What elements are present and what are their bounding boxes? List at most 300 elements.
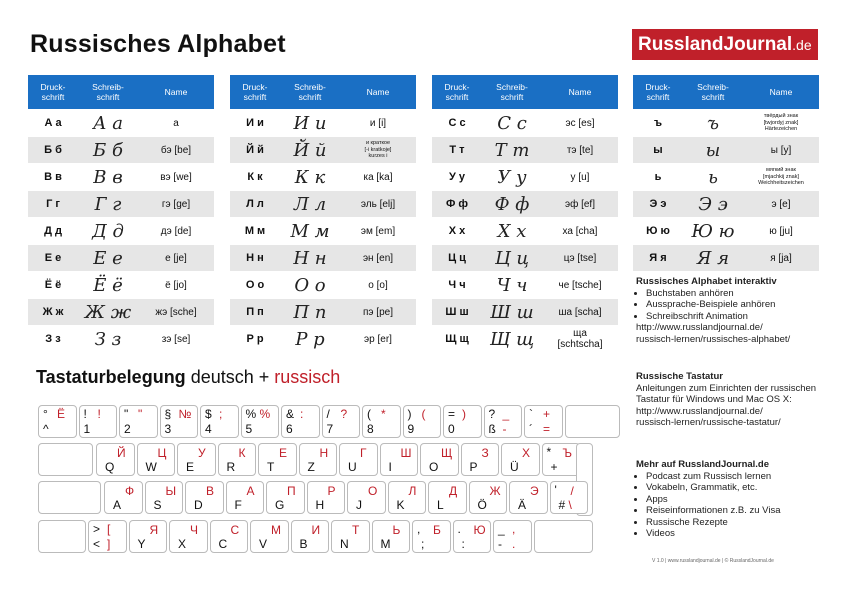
key-label: 3	[164, 422, 172, 436]
column-header: Schreib- schrift	[280, 75, 340, 110]
script-letter: К к	[280, 164, 340, 191]
keyboard-key[interactable]	[372, 520, 411, 553]
letter-row	[28, 299, 214, 326]
key-label: X	[178, 537, 187, 551]
key-ru-shift-label: (	[421, 407, 426, 421]
print-letter: Ю ю	[633, 218, 683, 245]
key-ru-label: Э	[530, 484, 539, 498]
letter-name: эф [ef]	[542, 191, 618, 218]
key-ru-label: Ж	[489, 484, 501, 498]
keyboard-key[interactable]	[177, 443, 216, 476]
keyboard-key[interactable]	[281, 405, 320, 438]
sidebar-list-item[interactable]: • Apps	[646, 494, 836, 506]
sidebar-list-item[interactable]: • Videos	[646, 528, 836, 540]
letter-row	[633, 137, 819, 164]
key-label: +	[550, 460, 558, 474]
keyboard-key[interactable]	[362, 405, 401, 438]
letter-name: а	[138, 110, 214, 137]
keyboard-key[interactable]	[469, 481, 508, 514]
alphabet-table	[432, 75, 618, 352]
script-letter: Ф ф	[482, 191, 542, 218]
keyboard-key[interactable]	[501, 443, 540, 476]
print-letter: И и	[230, 110, 280, 137]
print-letter: С с	[432, 110, 482, 137]
page-title: Russisches Alphabet	[30, 30, 286, 58]
keyboard-key[interactable]	[322, 405, 361, 438]
script-letter: О о	[280, 272, 340, 299]
key-ru-label: Щ	[441, 446, 453, 460]
script-letter: Г г	[78, 191, 138, 218]
column-header: Schreib- schrift	[683, 75, 743, 110]
version-footer: V 1.0 | www.russlandjournal.de | © RusslandJournal.de	[652, 558, 774, 564]
sidebar-keyboard-info	[636, 371, 836, 429]
key-ru-label: Ш	[400, 446, 412, 460]
letter-name: ха [cha]	[542, 218, 618, 245]
letter-row	[28, 272, 214, 299]
key-ru-label: А	[246, 484, 255, 498]
letter-row	[28, 245, 214, 272]
print-letter: К к	[230, 164, 280, 191]
key-label: <	[93, 537, 101, 551]
letter-name: пэ [pe]	[340, 299, 416, 326]
letter-row	[432, 191, 618, 218]
print-letter: ъ	[633, 110, 683, 137]
key-label: Ä	[518, 498, 527, 512]
key-ru-shift-label: +	[543, 407, 551, 421]
letter-name: жэ [sche]	[138, 299, 214, 326]
tab-key[interactable]	[38, 443, 93, 476]
script-letter: ы	[683, 137, 743, 164]
keyboard-title-de: deutsch +	[185, 367, 275, 387]
key-shift-label: !	[83, 407, 87, 421]
key-label: J	[356, 498, 362, 512]
keyboard-key[interactable]	[493, 520, 532, 553]
keyboard-key[interactable]	[38, 405, 77, 438]
print-letter: Е е	[28, 245, 78, 272]
key-ru-label: ]	[107, 537, 111, 551]
keyboard-key[interactable]	[347, 481, 386, 514]
key-label: :	[461, 537, 465, 551]
letter-row	[230, 272, 416, 299]
print-letter: В в	[28, 164, 78, 191]
sidebar-list-item[interactable]: • Aussprache-Beispiele anhören	[646, 299, 836, 311]
key-label: K	[396, 498, 405, 512]
letter-name: ща [schtscha]	[542, 326, 618, 353]
print-letter: Ф ф	[432, 191, 482, 218]
letter-row	[230, 164, 416, 191]
print-letter: Н н	[230, 245, 280, 272]
alphabet-table	[633, 75, 819, 271]
column-header: Schreib- schrift	[78, 75, 138, 110]
keyboard-key[interactable]	[258, 443, 297, 476]
keyboard-key[interactable]	[420, 443, 459, 476]
key-ru-label: О	[368, 484, 378, 498]
key-shift-label: =	[448, 407, 456, 421]
keyboard-key[interactable]	[96, 443, 135, 476]
key-ru-label: В	[206, 484, 215, 498]
key-ru-label: Е	[279, 446, 288, 460]
key-ru-label: И	[311, 523, 321, 537]
key-ru-shift-label: *	[381, 407, 386, 421]
key-ru-label: Н	[319, 446, 329, 460]
keyboard-key[interactable]	[226, 481, 265, 514]
key-ru-label: Ю	[473, 523, 486, 537]
key-label: E	[186, 460, 195, 474]
letter-name: вэ [we]	[138, 164, 214, 191]
keyboard-title	[36, 367, 340, 388]
letter-row	[432, 326, 618, 353]
key-label: L	[437, 498, 444, 512]
column-header: Druck- schrift	[230, 75, 280, 110]
script-letter: И и	[280, 110, 340, 137]
print-letter: Э э	[633, 191, 683, 218]
keyboard-key[interactable]	[160, 405, 199, 438]
key-ru-label: Я	[149, 523, 159, 537]
letter-name: ша [scha]	[542, 299, 618, 326]
sidebar-heading: Russische Tastatur	[636, 371, 723, 382]
key-label: Ö	[477, 498, 487, 512]
key-shift-label: °	[43, 407, 48, 421]
sidebar-text[interactable]: Anleitungen zum Einrichten der russischen Tastatur für Windows und Mac OS X: http://www.russlandjournal.de/ russisch-lernen/russische-tastatur/	[636, 382, 817, 428]
alphabet-table	[28, 75, 214, 352]
key-ru-shift-label: _	[502, 407, 510, 421]
sidebar-list-item[interactable]: • Russische Rezepte	[646, 517, 836, 529]
key-ru-label: Ф	[125, 484, 135, 498]
keyboard-key[interactable]	[218, 443, 257, 476]
column-header: Name	[743, 75, 819, 110]
key-label: Y	[137, 537, 146, 551]
key-ru-label: П	[287, 484, 296, 498]
key-shift-label: '	[554, 483, 557, 497]
keyboard-key[interactable]	[484, 405, 523, 438]
print-letter: П п	[230, 299, 280, 326]
key-label: N	[340, 537, 349, 551]
key-label: F	[234, 498, 242, 512]
key-shift-label: `	[529, 407, 533, 421]
print-letter: Р р	[230, 326, 280, 353]
key-label: T	[267, 460, 275, 474]
keyboard-key[interactable]	[119, 405, 158, 438]
key-label: I	[388, 460, 392, 474]
key-ru-label: З	[481, 446, 489, 460]
letter-name: о [o]	[340, 272, 416, 299]
right-shift-key[interactable]	[534, 520, 594, 553]
keyboard-key[interactable]	[200, 405, 239, 438]
letter-row	[28, 191, 214, 218]
sidebar-list	[636, 471, 836, 540]
key-label: ´	[529, 422, 533, 436]
sidebar-list-item[interactable]: • Buchstaben anhören	[646, 288, 836, 300]
keyboard-key[interactable]	[299, 443, 338, 476]
sidebar-heading: Mehr auf RusslandJournal.de	[636, 459, 770, 470]
key-shift-label: (	[367, 407, 371, 421]
letter-row	[230, 110, 416, 137]
sidebar-alphabet-interactive	[636, 276, 836, 345]
key-ru-label: Л	[408, 484, 417, 498]
key-ru-label: Р	[327, 484, 336, 498]
print-letter: ы	[633, 137, 683, 164]
sidebar-list-item[interactable]: • Podcast zum Russisch lernen	[646, 471, 836, 483]
key-label: U	[348, 460, 357, 474]
letter-row	[633, 110, 819, 137]
key-ru-shift-label: ;	[219, 407, 223, 421]
key-ru-label: Ы	[165, 484, 177, 498]
keyboard-key[interactable]	[453, 520, 492, 553]
letter-row	[230, 299, 416, 326]
keyboard-key[interactable]	[380, 443, 419, 476]
letter-row	[28, 164, 214, 191]
sidebar-list-item[interactable]: • Vokabeln, Grammatik, etc.	[646, 482, 836, 494]
script-letter: Б б	[78, 137, 138, 164]
keyboard-key[interactable]	[88, 520, 127, 553]
letter-name: зэ [se]	[138, 326, 214, 353]
keyboard-key[interactable]	[79, 405, 118, 438]
key-ru-shift-label: [	[107, 522, 111, 536]
print-letter: Щ щ	[432, 326, 482, 353]
letter-row	[432, 218, 618, 245]
script-letter: Л л	[280, 191, 340, 218]
key-ru-label: Ъ	[562, 446, 572, 460]
letter-row	[28, 110, 214, 137]
letter-name: я [ja]	[743, 245, 819, 272]
key-label: D	[194, 498, 203, 512]
letter-name: эм [em]	[340, 218, 416, 245]
script-letter: Т т	[482, 137, 542, 164]
letter-name: е [je]	[138, 245, 214, 272]
script-letter: У у	[482, 164, 542, 191]
letter-row	[28, 137, 214, 164]
script-letter: ъ	[683, 110, 743, 137]
key-ru-label: Г	[360, 446, 367, 460]
key-label: 9	[407, 422, 415, 436]
print-letter: Т т	[432, 137, 482, 164]
keyboard-key[interactable]	[169, 520, 208, 553]
sidebar-list-item[interactable]: • Schreibschrift Animation	[646, 311, 836, 323]
script-letter: С с	[482, 110, 542, 137]
key-shift-label: >	[93, 522, 101, 536]
print-letter: А а	[28, 110, 78, 137]
letter-name: ё [jo]	[138, 272, 214, 299]
key-label: -	[498, 537, 502, 551]
key-ru-label: .	[512, 537, 516, 551]
key-shift-label: §	[164, 407, 172, 421]
backspace-key[interactable]	[565, 405, 620, 438]
key-label: G	[275, 498, 285, 512]
key-ru-label: Д	[449, 484, 458, 498]
letter-name: тэ [te]	[542, 137, 618, 164]
script-letter: Ш ш	[482, 299, 542, 326]
letter-row	[432, 110, 618, 137]
keyboard-key[interactable]	[250, 520, 289, 553]
key-label: A	[113, 498, 122, 512]
print-letter: Х х	[432, 218, 482, 245]
keyboard-key[interactable]	[550, 481, 589, 514]
letter-row	[230, 326, 416, 353]
column-header: Name	[340, 75, 416, 110]
script-letter: Я я	[683, 245, 743, 272]
print-letter: Б б	[28, 137, 78, 164]
key-label: B	[299, 537, 308, 551]
letter-name: эль [elj]	[340, 191, 416, 218]
key-label: Ü	[510, 460, 519, 474]
letter-row	[432, 299, 618, 326]
print-letter: Я я	[633, 245, 683, 272]
letter-row	[432, 164, 618, 191]
key-shift-label: %	[245, 407, 257, 421]
key-ru-label: С	[230, 523, 240, 537]
letter-row	[633, 218, 819, 245]
keyboard-key[interactable]	[266, 481, 305, 514]
logo-tld: .de	[792, 37, 812, 53]
print-letter: О о	[230, 272, 280, 299]
letter-name: эр [er]	[340, 326, 416, 353]
key-ru-label: Т	[352, 523, 360, 537]
key-label: 4	[205, 422, 212, 436]
column-header: Name	[138, 75, 214, 110]
key-label: 5	[245, 422, 253, 436]
script-letter: З з	[78, 326, 138, 353]
keyboard-key[interactable]	[524, 405, 563, 438]
keyboard-key[interactable]	[331, 520, 370, 553]
script-letter: Р р	[280, 326, 340, 353]
keyboard-key[interactable]	[291, 520, 330, 553]
key-shift-label: $	[205, 407, 212, 421]
key-label: P	[469, 460, 478, 474]
letter-row	[432, 245, 618, 272]
letter-name: эс [es]	[542, 110, 618, 137]
script-letter: Е е	[78, 245, 138, 272]
keyboard-key[interactable]	[443, 405, 482, 438]
left-shift-key[interactable]	[38, 520, 86, 553]
letter-row	[432, 272, 618, 299]
sidebar-list-item[interactable]: • Reiseinformationen z.B. zu Visa	[646, 505, 836, 517]
key-label: ^	[43, 422, 49, 436]
key-label: 6	[286, 422, 293, 436]
letter-name: эн [en]	[340, 245, 416, 272]
letter-name: э [e]	[743, 191, 819, 218]
key-ru-shift-label: №	[178, 407, 192, 421]
letter-name: дэ [de]	[138, 218, 214, 245]
keyboard-key[interactable]	[428, 481, 467, 514]
letter-name: ю [ju]	[743, 218, 819, 245]
print-letter: Й й	[230, 137, 280, 164]
key-ru-shift-label: :	[300, 407, 304, 421]
letter-name: у [u]	[542, 164, 618, 191]
keyboard-key[interactable]	[129, 520, 168, 553]
keyboard-key[interactable]	[185, 481, 224, 514]
key-shift-label: /	[326, 407, 330, 421]
letter-name: бэ [be]	[138, 137, 214, 164]
column-header: Name	[542, 75, 618, 110]
key-ru-shift-label: ,	[512, 522, 516, 536]
key-ru-shift-label: ?	[340, 407, 348, 421]
script-letter: ь	[683, 164, 743, 191]
key-label: 1	[83, 422, 91, 436]
script-letter: Д д	[78, 218, 138, 245]
logo-name: RusslandJournal	[638, 34, 793, 55]
key-label: V	[259, 537, 268, 551]
capslock-key[interactable]	[38, 481, 101, 514]
key-ru-label: Б	[433, 523, 441, 537]
key-ru-label: \	[568, 498, 572, 512]
keyboard-key[interactable]	[542, 443, 581, 476]
print-letter: М м	[230, 218, 280, 245]
print-letter: З з	[28, 326, 78, 353]
script-letter: П п	[280, 299, 340, 326]
keyboard-key[interactable]	[307, 481, 346, 514]
key-label: #	[558, 498, 566, 512]
keyboard-key[interactable]	[241, 405, 280, 438]
key-label: M	[380, 537, 391, 551]
keyboard-key[interactable]	[145, 481, 184, 514]
print-letter: Ч ч	[432, 272, 482, 299]
letter-row	[28, 218, 214, 245]
key-shift-label: *	[546, 445, 552, 459]
keyboard-key[interactable]	[461, 443, 500, 476]
column-header: Druck- schrift	[432, 75, 482, 110]
script-letter: Й й	[280, 137, 340, 164]
key-ru-label: Х	[522, 446, 531, 460]
letter-row	[633, 245, 819, 272]
key-shift-label: "	[124, 407, 129, 421]
letter-row	[230, 137, 416, 164]
key-ru-label: К	[238, 446, 246, 460]
letter-row	[230, 191, 416, 218]
key-shift-label: _	[498, 522, 505, 536]
key-ru-label: =	[543, 422, 551, 436]
key-ru-shift-label: !	[97, 407, 101, 421]
letter-name: мягкий знак [mjachkij znak] Weichheitszeichen	[743, 164, 819, 191]
letter-name: и краткое [-i kratkoje] kurzes i	[340, 137, 416, 164]
print-letter: Ж ж	[28, 299, 78, 326]
key-shift-label: .	[457, 522, 461, 536]
script-letter: Н н	[280, 245, 340, 272]
key-shift-label: ?	[488, 407, 496, 421]
letter-name: и [i]	[340, 110, 416, 137]
alphabet-table	[230, 75, 416, 352]
key-ru-label: Й	[117, 446, 126, 460]
key-label: ;	[421, 537, 425, 551]
key-label: 2	[124, 422, 131, 436]
key-ru-label: -	[502, 422, 507, 436]
keyboard-key[interactable]	[339, 443, 378, 476]
keyboard-key[interactable]	[403, 405, 442, 438]
script-letter: Ц ц	[482, 245, 542, 272]
letter-name: ы [y]	[743, 137, 819, 164]
key-label: Q	[105, 460, 115, 474]
key-label: C	[218, 537, 228, 551]
script-letter: А а	[78, 110, 138, 137]
key-label: S	[153, 498, 162, 512]
key-ru-label: Ь	[392, 523, 401, 537]
key-ru-shift-label: "	[138, 407, 143, 421]
script-letter: Щ щ	[482, 326, 542, 353]
keyboard-key[interactable]	[388, 481, 427, 514]
column-header: Druck- schrift	[633, 75, 683, 110]
key-label: ß	[488, 422, 496, 436]
keyboard-key[interactable]	[210, 520, 249, 553]
key-ru-label: Ч	[190, 523, 198, 537]
key-label: Z	[307, 460, 315, 474]
keyboard-key[interactable]	[412, 520, 451, 553]
keyboard-key[interactable]	[509, 481, 548, 514]
sidebar-link[interactable]: http://www.russlandjournal.de/ russisch-lernen/russisches-alphabet/	[636, 322, 791, 345]
keyboard-key[interactable]	[104, 481, 143, 514]
keyboard-key[interactable]	[137, 443, 176, 476]
key-ru-label: М	[271, 523, 281, 537]
key-label: H	[315, 498, 325, 512]
key-ru-label: /	[570, 484, 574, 498]
